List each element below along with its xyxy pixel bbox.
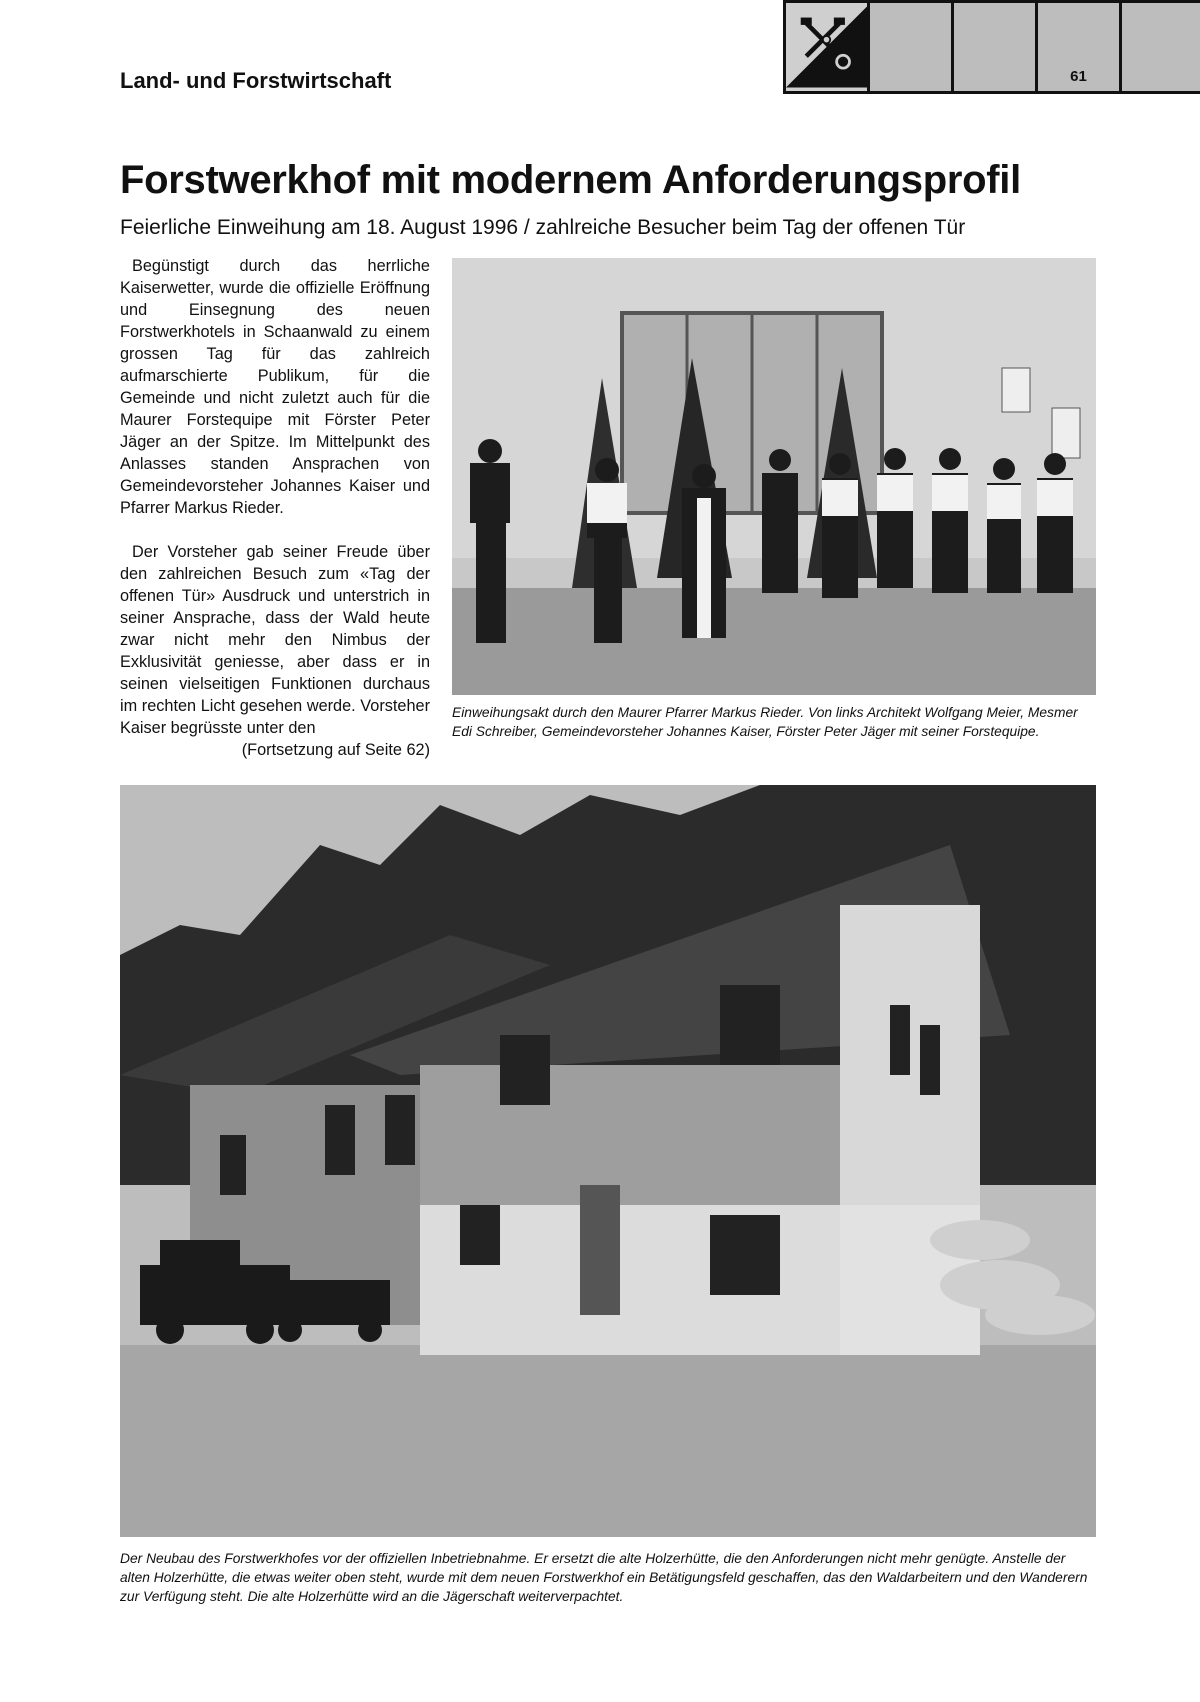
ceremony-photo-caption: Einweihungsakt durch den Maurer Pfarrer Markus Rieder. Von links Architekt Wolfgang Meier, Mesmer Edi Schreiber, Gemeindevorsteher Johannes Kaiser, Förster Peter Jäger mit seiner Forstequipe. (452, 705, 1078, 739)
emblem-cell (783, 3, 867, 91)
strip-cell (1119, 3, 1200, 91)
ceremony-photo (452, 258, 1096, 695)
page-header-strip (783, 0, 1200, 94)
continuation-note: (Fortsetzung auf Seite 62) (241, 741, 430, 759)
building-photo (120, 785, 1096, 1537)
article-subtitle: Feierliche Einweihung am 18. August 1996 / zahlreiche Besucher beim Tag der offenen Tür (120, 216, 966, 239)
article-title: Forstwerkhof mit modernem Anforderungsprofil (120, 158, 1021, 202)
strip-cell (867, 3, 951, 91)
page-number: 61 (1070, 68, 1087, 85)
article-body (120, 255, 430, 761)
paragraph: Der Vorsteher gab seiner Freude über den zahlreichen Besuch zum «Tag der offenen Tür» Ausdruck und unterstrich in seiner Ansprache, dass der Wald heute zwar nicht mehr den Nimbus der Exklusivität geniesse, aber dass er in seinen vielseitigen Funktionen durchaus im rechten Licht gesehen werde. Vorsteher Kaiser begrüsste unter den (120, 543, 430, 737)
strip-cell (951, 3, 1035, 91)
paragraph: Begünstigt durch das herrliche Kaiserwetter, wurde die offizielle Eröffnung und Einsegnung des neuen Forstwerkhotels in Schaanwald zu einem grossen Tag für das zahlreich aufmarschierte Publikum, für die Gemeinde und nicht zuletzt auch für die Maurer Forstequipe mit Förster Peter Jäger an der Spitze. Im Mittelpunkt des Anlasses standen Ansprachen von Gemeindevorsteher Johannes Kaiser und Pfarrer Markus Rieder. (120, 257, 430, 517)
section-title: Land- und Forstwirtschaft (120, 68, 392, 93)
page-number-cell (1035, 3, 1119, 91)
building-photo-caption: Der Neubau des Forstwerkhofes vor der offiziellen Inbetriebnahme. Er ersetzt die alte Holzerhütte, die den Anforderungen nicht mehr genügte. Anstelle der alten Holzerhütte, die etwas weiter oben steht, wurde mit dem neuen Forstwerkhof ein Betätigungsfeld geschaffen, das den Waldarbeitern und den Wanderern zur Verfügung steht. Die alte Holzerhütte wird an die Jägerschaft weiterverpachtet. (120, 1551, 1088, 1604)
coat-of-arms-icon (786, 3, 867, 91)
